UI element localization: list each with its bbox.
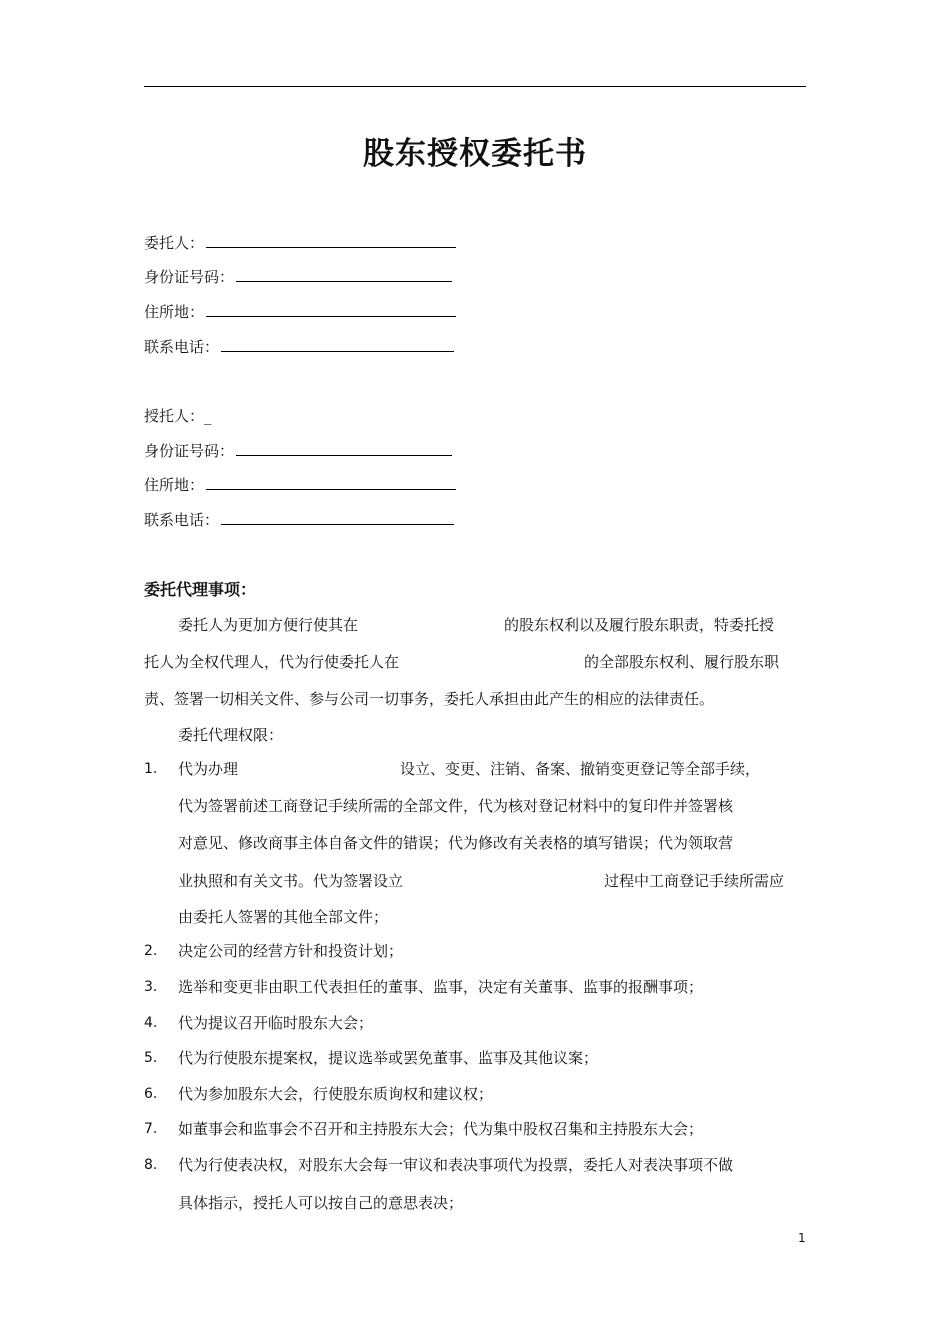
item-7-number: 7. (144, 1121, 158, 1137)
intro-p1a: 委托人为更加方便行使其在 (178, 616, 359, 634)
agent-name-field (144, 405, 212, 427)
intro-p1b: 的股东权利以及履行股东职责，特委托授 (504, 616, 775, 634)
principal-id-field (144, 266, 452, 288)
agent-address-blank[interactable] (206, 489, 456, 490)
agent-name-value[interactable]: _ (204, 407, 212, 425)
section-title: 委托代理事项： (144, 580, 257, 599)
item-1-line1a: 代为办理 (178, 760, 239, 778)
intro-p3: 责、签署一切相关文件、参与公司一切事务，委托人承担由此产生的相应的法律责任。 (144, 690, 715, 708)
item-6-number: 6. (144, 1086, 158, 1102)
principal-id-label: 身份证号码： (144, 268, 235, 286)
item-2-text: 决定公司的经营方针和投资计划； (178, 942, 404, 960)
agent-phone-field (144, 509, 454, 531)
item-3-number: 3. (144, 979, 158, 995)
item-1-line5: 由委托人签署的其他全部文件； (178, 908, 389, 926)
principal-address-blank[interactable] (206, 316, 456, 317)
item-4-number: 4. (144, 1015, 158, 1031)
principal-name-label: 委托人： (144, 234, 205, 252)
agent-phone-label: 联系电话： (144, 511, 220, 529)
principal-phone-label: 联系电话： (144, 338, 220, 356)
principal-phone-blank[interactable] (221, 351, 454, 352)
item-7-text: 如董事会和监事会不召开和主持股东大会；代为集中股权召集和主持股东大会； (178, 1120, 704, 1138)
principal-name-blank[interactable] (206, 247, 456, 248)
principal-name-field (144, 232, 456, 254)
agent-id-blank[interactable] (236, 455, 452, 456)
item-1-line3: 对意见、修改商事主体自备文件的错误；代为修改有关表格的填写错误；代为领取营 (178, 834, 734, 852)
page-number: 1 (798, 1231, 806, 1245)
agent-id-field (144, 440, 452, 462)
item-5-text: 代为行使股东提案权，提议选举或罢免董事、监事及其他议案； (178, 1049, 599, 1067)
item-1-line4b: 过程中工商登记手续所需应 (604, 872, 785, 890)
item-8-line1: 代为行使表决权，对股东大会每一审议和表决事项代为投票，委托人对表决事项不做 (178, 1156, 734, 1174)
intro-p2b: 的全部股东权利、履行股东职 (584, 653, 780, 671)
principal-address-field (144, 301, 456, 323)
document-title: 股东授权委托书 (363, 136, 587, 172)
principal-phone-field (144, 336, 454, 358)
item-8-number: 8. (144, 1157, 158, 1173)
header-rule (144, 86, 806, 87)
item-6-text: 代为参加股东大会，行使股东质询权和建议权； (178, 1085, 494, 1103)
item-2-number: 2. (144, 943, 158, 959)
item-1-line1b: 设立、变更、注销、备案、撤销变更登记等全部手续， (400, 760, 761, 778)
agent-phone-blank[interactable] (221, 524, 454, 525)
item-3-text: 选举和变更非由职工代表担任的董事、监事，决定有关董事、监事的报酬事项； (178, 978, 704, 996)
item-1-number: 1. (144, 761, 158, 777)
agent-address-field (144, 474, 456, 496)
intro-p2a: 托人为全权代理人，代为行使委托人在 (144, 653, 400, 671)
principal-id-blank[interactable] (236, 281, 452, 282)
item-5-number: 5. (144, 1050, 158, 1066)
intro-p4: 委托代理权限： (178, 726, 284, 744)
principal-address-label: 住所地： (144, 303, 205, 321)
item-1-line4a: 业执照和有关文书。代为签署设立 (178, 872, 404, 890)
item-8-line2: 具体指示，授托人可以按自己的意思表决； (178, 1194, 464, 1212)
item-4-text: 代为提议召开临时股东大会； (178, 1014, 374, 1032)
agent-address-label: 住所地： (144, 476, 205, 494)
agent-id-label: 身份证号码： (144, 442, 235, 460)
item-1-line2: 代为签署前述工商登记手续所需的全部文件，代为核对登记材料中的复印件并签署核 (178, 797, 734, 815)
agent-name-label: 授托人： (144, 407, 205, 425)
